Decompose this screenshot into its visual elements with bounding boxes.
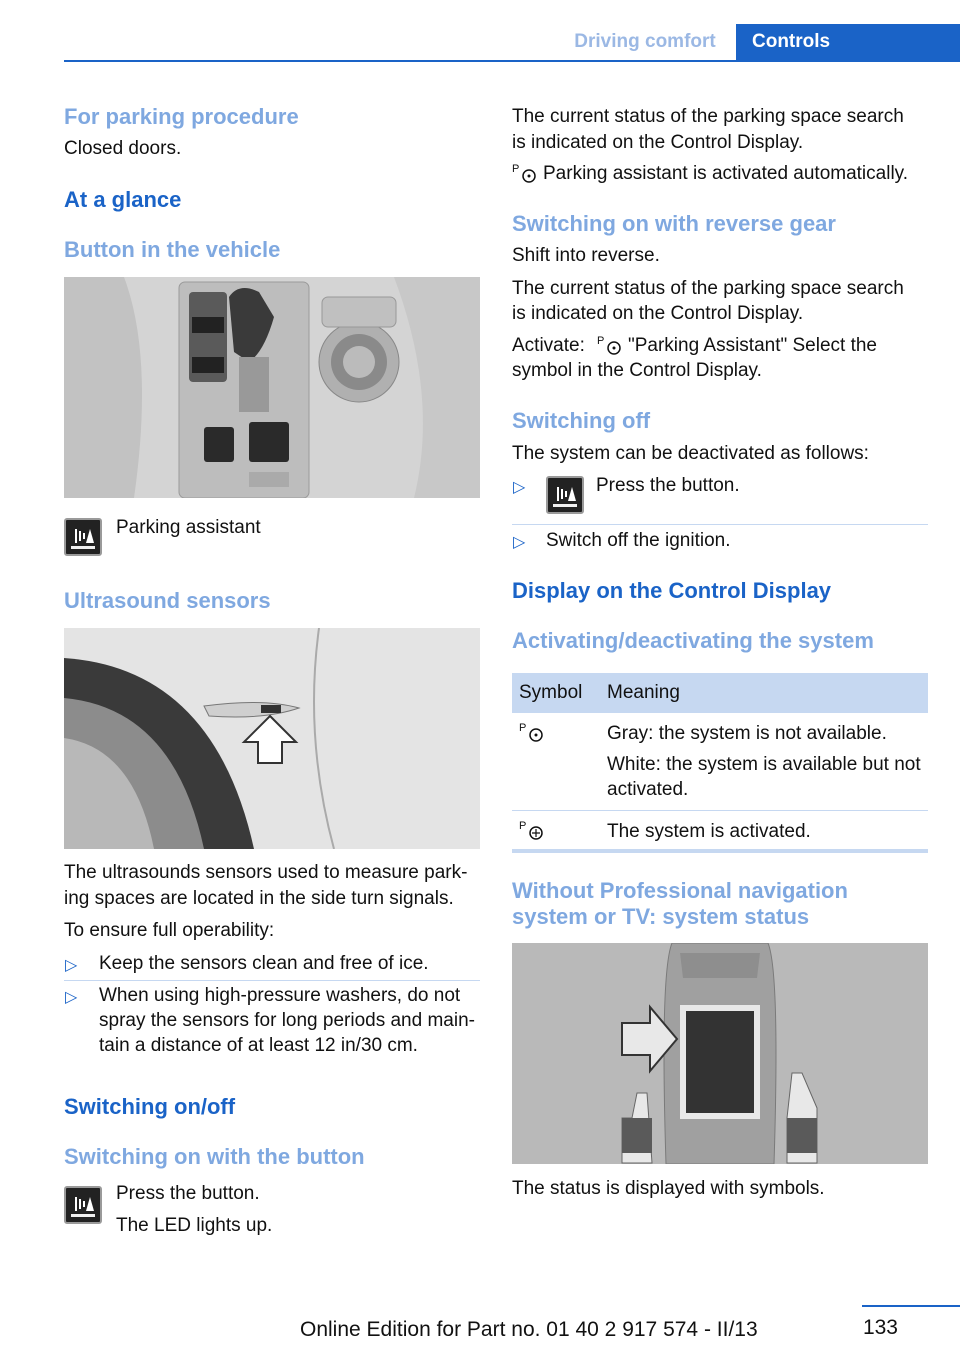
bullet-triangle-icon: ▷ xyxy=(65,989,78,1006)
meaning-gray: Gray: the system is not available. xyxy=(607,723,887,744)
header-chapter-tab: Controls xyxy=(736,24,960,62)
meaning-activated: The system is activated. xyxy=(607,821,811,842)
table-cell-meaning xyxy=(600,713,928,811)
parking-assistant-button-icon xyxy=(546,476,584,514)
text-deactivate: The system can be deactivated as follows: xyxy=(512,443,869,464)
list-item-clean: Keep the sensors clean and free of ice. xyxy=(99,953,429,974)
parking-assistant-button-icon xyxy=(64,518,102,556)
list-divider xyxy=(64,980,480,981)
list-item-washers-c: tain a distance of at least 12 in/30 cm. xyxy=(99,1035,418,1056)
table-row xyxy=(512,713,928,811)
svg-text:P: P xyxy=(519,820,527,832)
parking-symbol-gray-icon xyxy=(519,721,545,743)
heading-ultrasound-sensors: Ultrasound sensors xyxy=(64,588,271,613)
bullet-triangle-icon: ▷ xyxy=(513,479,526,496)
list-item-washers-a: When using high-pressure washers, do not xyxy=(99,985,461,1006)
text-operability: To ensure full operability: xyxy=(64,920,275,941)
parking-symbol-icon xyxy=(512,162,538,184)
text-status-b: is indicated on the Control Display. xyxy=(512,132,804,153)
list-item-washers-b: spray the sensors for long periods and main‐ xyxy=(99,1010,475,1031)
parking-assistant-button-icon xyxy=(64,1186,102,1224)
text-ultrasound-1b: ing spaces are located in the side turn signals. xyxy=(64,888,454,909)
table-header-meaning: Meaning xyxy=(600,673,928,713)
table-bottom-rule xyxy=(512,849,928,853)
caption-parking-assistant: Parking assistant xyxy=(116,517,261,538)
text-activate-label: Activate: xyxy=(512,335,585,356)
list-item-ignition: Switch off the ignition. xyxy=(546,530,731,551)
list-divider xyxy=(512,524,928,525)
heading-activating: Activating/deactivating the system xyxy=(512,628,874,653)
footer-edition: Online Edition for Part no. 01 40 2 917 574 - II/13 xyxy=(300,1318,758,1341)
heading-switching-onoff: Switching on/off xyxy=(64,1094,236,1119)
footer-rule xyxy=(862,1305,960,1307)
svg-text:P: P xyxy=(597,335,605,347)
text-status-symbols: The status is displayed with symbols. xyxy=(512,1178,825,1199)
table-header-symbol: Symbol xyxy=(512,673,600,713)
text-led: The LED lights up. xyxy=(116,1215,273,1236)
svg-text:P: P xyxy=(519,722,527,734)
heading-reverse-gear: Switching on with reverse gear xyxy=(512,211,836,236)
heading-switching-off: Switching off xyxy=(512,408,651,433)
text-status2-a: The current status of the parking space search xyxy=(512,278,904,299)
header-rule xyxy=(64,60,960,62)
meaning-white-b: activated. xyxy=(607,779,689,800)
meaning-white-a: White: the system is available but not xyxy=(607,754,921,775)
sensor-photo xyxy=(64,628,480,849)
heading-without-nav-b: system or TV: system status xyxy=(512,904,810,929)
console-photo xyxy=(64,277,480,498)
heading-at-a-glance: At a glance xyxy=(64,187,182,212)
text-auto-activated: Parking assistant is activated automatically. xyxy=(543,163,909,184)
text-shift-reverse: Shift into reverse. xyxy=(512,245,660,266)
symbol-table xyxy=(512,673,928,856)
text-status2-b: is indicated on the Control Display. xyxy=(512,303,804,324)
parking-symbol-icon xyxy=(597,334,623,356)
text-activate-c: symbol in the Control Display. xyxy=(512,360,762,381)
parking-symbol-active-icon xyxy=(519,819,545,841)
text-status-a: The current status of the parking space search xyxy=(512,106,904,127)
page-number: 133 xyxy=(862,1316,898,1339)
heading-without-nav-a: Without Professional navigation xyxy=(512,878,848,903)
svg-text:P: P xyxy=(512,163,520,175)
heading-control-display: Display on the Control Display xyxy=(512,578,832,603)
heading-button-vehicle: Button in the vehicle xyxy=(64,237,281,262)
heading-switch-button: Switching on with the button xyxy=(64,1144,365,1169)
list-item-press: Press the button. xyxy=(596,475,740,496)
text-press-button: Press the button. xyxy=(116,1183,260,1204)
text-activate-b: "Parking Assistant" Select the xyxy=(628,335,878,356)
bullet-triangle-icon: ▷ xyxy=(65,957,78,974)
heading-parking-procedure: For parking procedure xyxy=(64,104,299,129)
bullet-triangle-icon: ▷ xyxy=(513,534,526,551)
text-closed-doors: Closed doors. xyxy=(64,138,182,159)
header-section-tab: Driving comfort xyxy=(555,24,735,60)
text-ultrasound-1a: The ultrasounds sensors used to measure park‐ xyxy=(64,862,468,883)
car-status-illustration xyxy=(512,943,928,1164)
table-cell-symbol xyxy=(512,713,600,811)
